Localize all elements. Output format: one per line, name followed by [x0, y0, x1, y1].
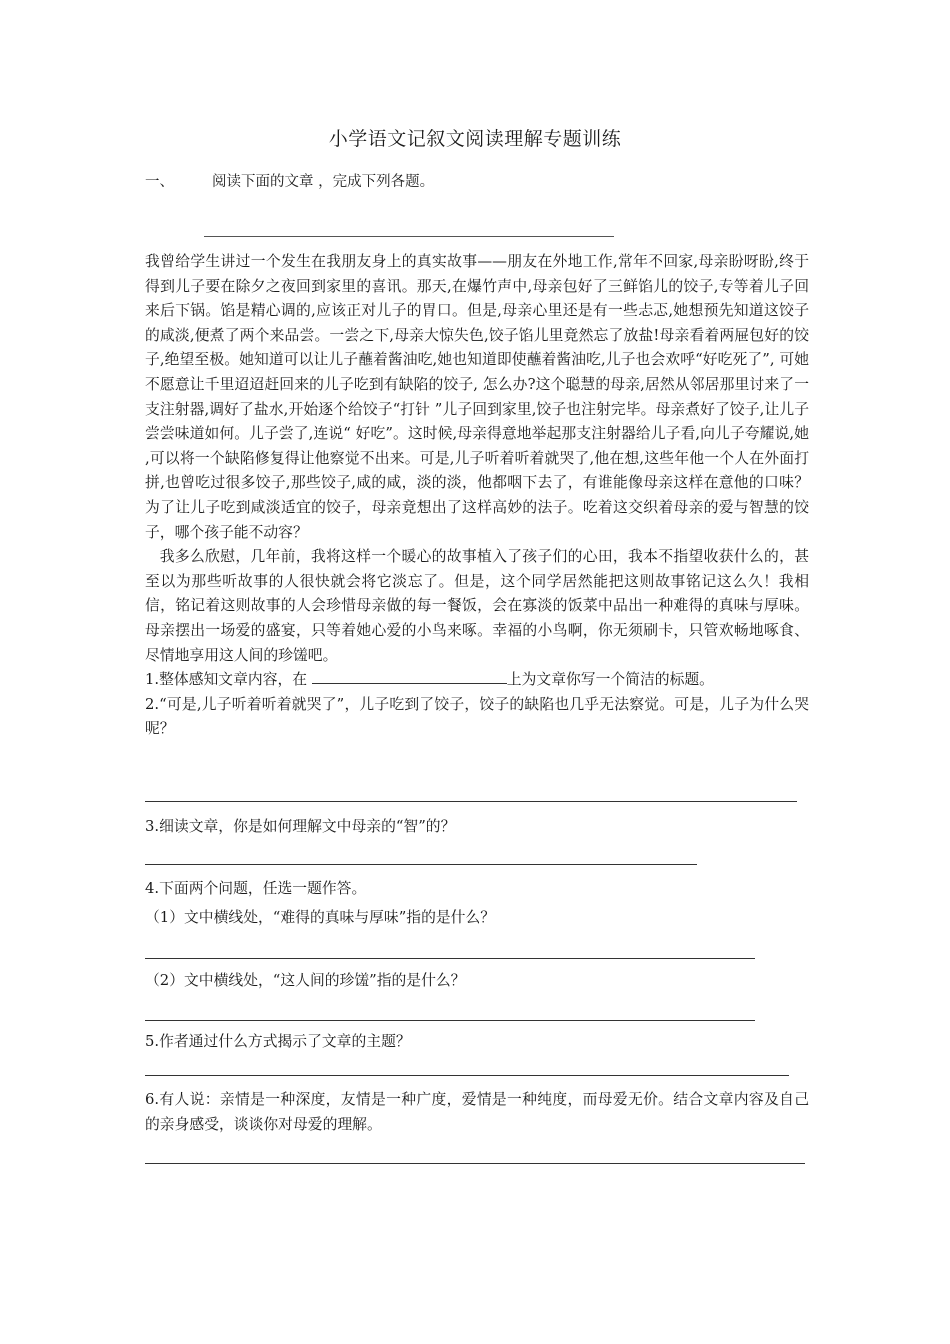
question-4: 4.下面两个问题，任选一题作答。 [145, 880, 367, 897]
question-6: 6.有人说：亲情是一种深度，友情是一种广度，爱情是一种纯度，而母爱无价。结合文章内容及自己的亲身感受，谈谈你对母爱的理解。 [145, 1091, 809, 1133]
answer-line-q6[interactable] [145, 1163, 805, 1164]
question-1-suffix: 上为文章你写一个简洁的标题。 [506, 671, 714, 689]
section-number: 一、 [145, 174, 174, 190]
question-3: 3.细读文章，你是如何理解文中母亲的“智”的？ [145, 818, 456, 835]
question-4-option-1: （1）文中横线处，“难得的真味与厚味”指的是什么？ [145, 909, 496, 926]
passage-paragraph-2: 我多么欣慰，几年前，我将这样一个暖心的故事植入了孩子们的心田，我本不指望收获什么的，甚至以为那些听故事的人很快就会将它淡忘了。但是，这个同学居然能把这则故事铭记这么久！我相信，铭记着这则故事的人会珍惜母亲做的每一餐饭，会在寡淡的饭菜中品出一种难得的真味与厚味。母亲摆出一场爱的盛宴，只等着她心爱的小鸟来啄。幸福的小鸟啊，你无须刷卡，只管欢畅地啄食、尽情地享用这人间的珍馐吧。 [145, 548, 809, 664]
answer-line-q4-2[interactable] [145, 1020, 755, 1021]
question-2: 2.“可是,儿子听着听着就哭了”，儿子吃到了饺子，饺子的缺陷也几乎无法察觉。可是，儿子为什么哭呢？ [145, 695, 809, 738]
passage-paragraph-1: 我曾给学生讲过一个发生在我朋友身上的真实故事——朋友在外地工作,常年不回家,母亲盼呀盼,终于得到儿子要在除夕之夜回到家里的喜讯。那天,在爆竹声中,母亲包好了三鲜馅儿的饺子,专等着儿子回来后下锅。馅是精心调的,应该正对儿子的胃口。但是,母亲心里还是有一些忐忑,她想预先知道这饺子的咸淡,便煮了两个来品尝。一尝之下,母亲大惊失色,饺子馅儿里竟然忘了放盐!母亲看着两屉包好的饺子,绝望至极。她知道可以让儿子蘸着酱油吃,她也知道即使蘸着酱油吃,儿子也会欢呼“好吃死了”, 可她不愿意让千里迢迢赶回来的儿子吃到有缺陷的饺子, 怎么办?这个聪慧的母亲,居然从邻居那里讨来了一支注射器,调好了盐水,开始逐个给饺子“打针 ”儿子回到家里,饺子也注射完毕。母亲煮好了饺子,让儿子尝尝味道如何。儿子尝了,连说“ 好吃”。这时候,母亲得意地举起那支注射器给儿子看,向儿子夸耀说,她 ,可以将一个缺陷修复得让他察觉不出来。可是,儿子听着听着就哭了,他在想,这些年他一个人在外面打拼,也曾吃过很多饺子,那些饺子,咸的咸，淡的淡，他都咽下去了，有谁能像母亲这样在意他的口味？为了让儿子吃到咸淡适宜的饺子，母亲竟想出了这样高妙的法子。吃着这交织着母亲的爱与智慧的饺子，哪个孩子能不动容？ [145, 253, 809, 541]
section-instruction: 阅读下面的文章 ，完成下列各题。 [212, 174, 435, 190]
answer-line-q4-1[interactable] [145, 958, 755, 959]
title-answer-line[interactable] [204, 236, 614, 237]
answer-line-q2[interactable] [145, 801, 797, 802]
question-4-option-2: （2）文中横线处，“这人间的珍馐”指的是什么？ [145, 972, 466, 989]
answer-line-q5[interactable] [145, 1075, 789, 1076]
question-1-prefix: 1.整体感知文章内容，在 [145, 671, 312, 689]
reading-passage [145, 250, 809, 742]
page-title: 小学语文记叙文阅读理解专题训练 [328, 128, 622, 150]
question-1-blank[interactable] [312, 669, 507, 684]
answer-line-q3[interactable] [145, 864, 697, 865]
question-1 [145, 668, 809, 693]
section-heading [145, 170, 434, 191]
question-5: 5.作者通过什么方式揭示了文章的主题？ [145, 1033, 411, 1050]
